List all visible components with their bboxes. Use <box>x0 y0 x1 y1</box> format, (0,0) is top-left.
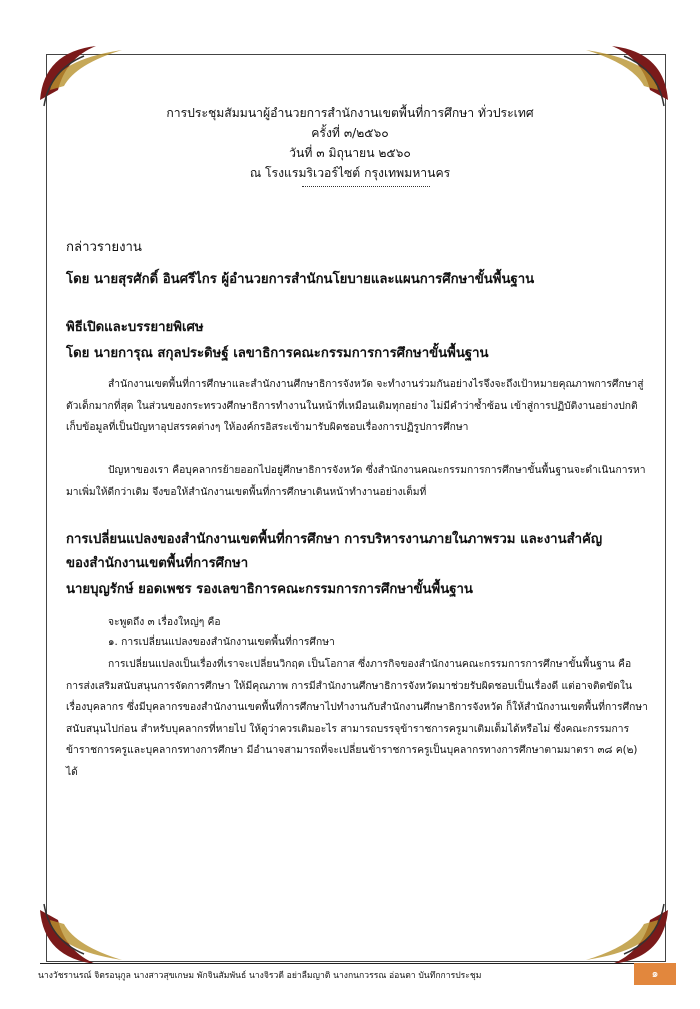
header-divider <box>302 186 430 187</box>
opening-speaker: โดย นายการุณ สกุลประดิษฐ์ เลขาธิการคณะกรรมการการศึกษาขั้นพื้นฐาน <box>66 346 489 361</box>
page-border <box>46 54 666 962</box>
corner-ornament-top-left <box>36 40 136 110</box>
corner-ornament-bottom-right <box>572 900 672 970</box>
meeting-session: ครั้งที่ ๓/๒๕๖๐ <box>311 126 389 140</box>
meeting-title: การประชุมสัมมนาผู้อำนวยการสำนักงานเขตพื้นที่การศึกษา ทั่วประเทศ <box>166 106 534 120</box>
footer-recorders: นางวัชรานรณ์ จิตรอนุกูล นางสาวสุขเกษม พักจินสัมพันธ์ นางจิรวดี อย่าลืมญาติ นางกนกวรรณ อ่อนตา บันทึกการประชุม <box>38 971 482 981</box>
report-heading: กล่าวรายงาน <box>66 240 142 255</box>
changes-intro: จะพูดถึง ๓ เรื่องใหญ่ๆ คือ <box>108 616 221 628</box>
report-speaker: โดย นายสุรศักดิ์ อินศรีไกร ผู้อำนวยการสำนักนโยบายและแผนการศึกษาขั้นพื้นฐาน <box>66 272 535 287</box>
changes-speaker: นายบุญรักษ์ ยอดเพชร รองเลขาธิการคณะกรรมการการศึกษาขั้นพื้นฐาน <box>66 582 473 597</box>
changes-item-1: ๑. การเปลี่ยนแปลงของสำนักงานเขตพื้นที่การศึกษา <box>108 636 335 648</box>
changes-heading-line1: การเปลี่ยนแปลงของสำนักงานเขตพื้นที่การศึกษา การบริหารงานภายในภาพรวม และงานสำคัญ <box>66 532 603 547</box>
page-number-badge: ๑ <box>634 963 676 985</box>
opening-paragraph-1: สำนักงานเขตพื้นที่การศึกษาและสำนักงานศึกษาธิการจังหวัด จะทำงานร่วมกันอย่างไรจึงจะถึงเป้าหมายคุณภาพการศึกษาสู่ตัวเด็กมากที่สุด ในส่วนของกระทรวงศึกษาธิการทำงานในหน้าที่เหมือนเดิมทุกอย่าง ไม่มีคำว่าซ้ำซ้อน เข้าสู่การปฏิบัติงานอย่างปกติ เก็บข้อมูลที่เป็นปัญหาอุปสรรคต่างๆ ให้องค์กรอิสระเข้ามารับผิดชอบเรื่องการปฏิรูปการศึกษา <box>66 378 644 434</box>
changes-paragraph: การเปลี่ยนแปลงเป็นเรื่องที่เราจะเปลี่ยนวิกฤต เป็นโอกาส ซึ่งภารกิจของสำนักงานคณะกรรมการการศึกษาขั้นพื้นฐาน คือการส่งเสริมสนับสนุนการจัดการศึกษา ให้มีคุณภาพ การมีสำนักงานศึกษาธิการจังหวัดมาช่วยรับผิดชอบเป็นเรื่องดี แต่อาจติดขัดในเรื่องบุคลากร ซึ่งมีบุคลากรของสำนักงานเขตพื้นที่การศึกษาไปทำงานกับสำนักงานศึกษาธิการจังหวัด ก็ให้สำนักงานเขตพื้นที่การศึกษาสนับสนุนไปก่อน สำหรับบุคลากรที่หายไป ให้ดูว่าควรเติมอะไร สามารถบรรจุข้าราชการครูมาเติมเต็มได้หรือไม่ ซึ่งคณะกรรมการข้าราชการครูและบุคลากรทางการศึกษา มีอำนาจสามารถที่จะเปลี่ยนข้าราชการครูเป็นบุคลากรทางการศึกษาตามมาตรา ๓๘ ค(๒) ได้ <box>66 658 648 778</box>
changes-heading-line2: ของสำนักงานเขตพื้นที่การศึกษา <box>66 556 249 571</box>
footer-divider <box>40 963 672 964</box>
opening-paragraph-2: ปัญหาของเรา คือบุคลากรย้ายออกไปอยู่ศึกษาธิการจังหวัด ซึ่งสำนักงานคณะกรรมการการศึกษาขั้นพื้นฐานจะดำเนินการหามาเพิ่มให้ดีกว่าเดิม จึงขอให้สำนักงานเขตพื้นที่การศึกษาเดินหน้าทำงานอย่างเต็มที่ <box>66 464 646 498</box>
meeting-venue: ณ โรงแรมริเวอร์ไซต์ กรุงเทพมหานคร <box>249 166 451 180</box>
corner-ornament-top-right <box>572 40 672 110</box>
meeting-date: วันที่ ๓ มิถุนายน ๒๕๖๐ <box>289 146 411 160</box>
opening-heading: พิธีเปิดและบรรยายพิเศษ <box>66 320 204 335</box>
corner-ornament-bottom-left <box>36 900 136 970</box>
